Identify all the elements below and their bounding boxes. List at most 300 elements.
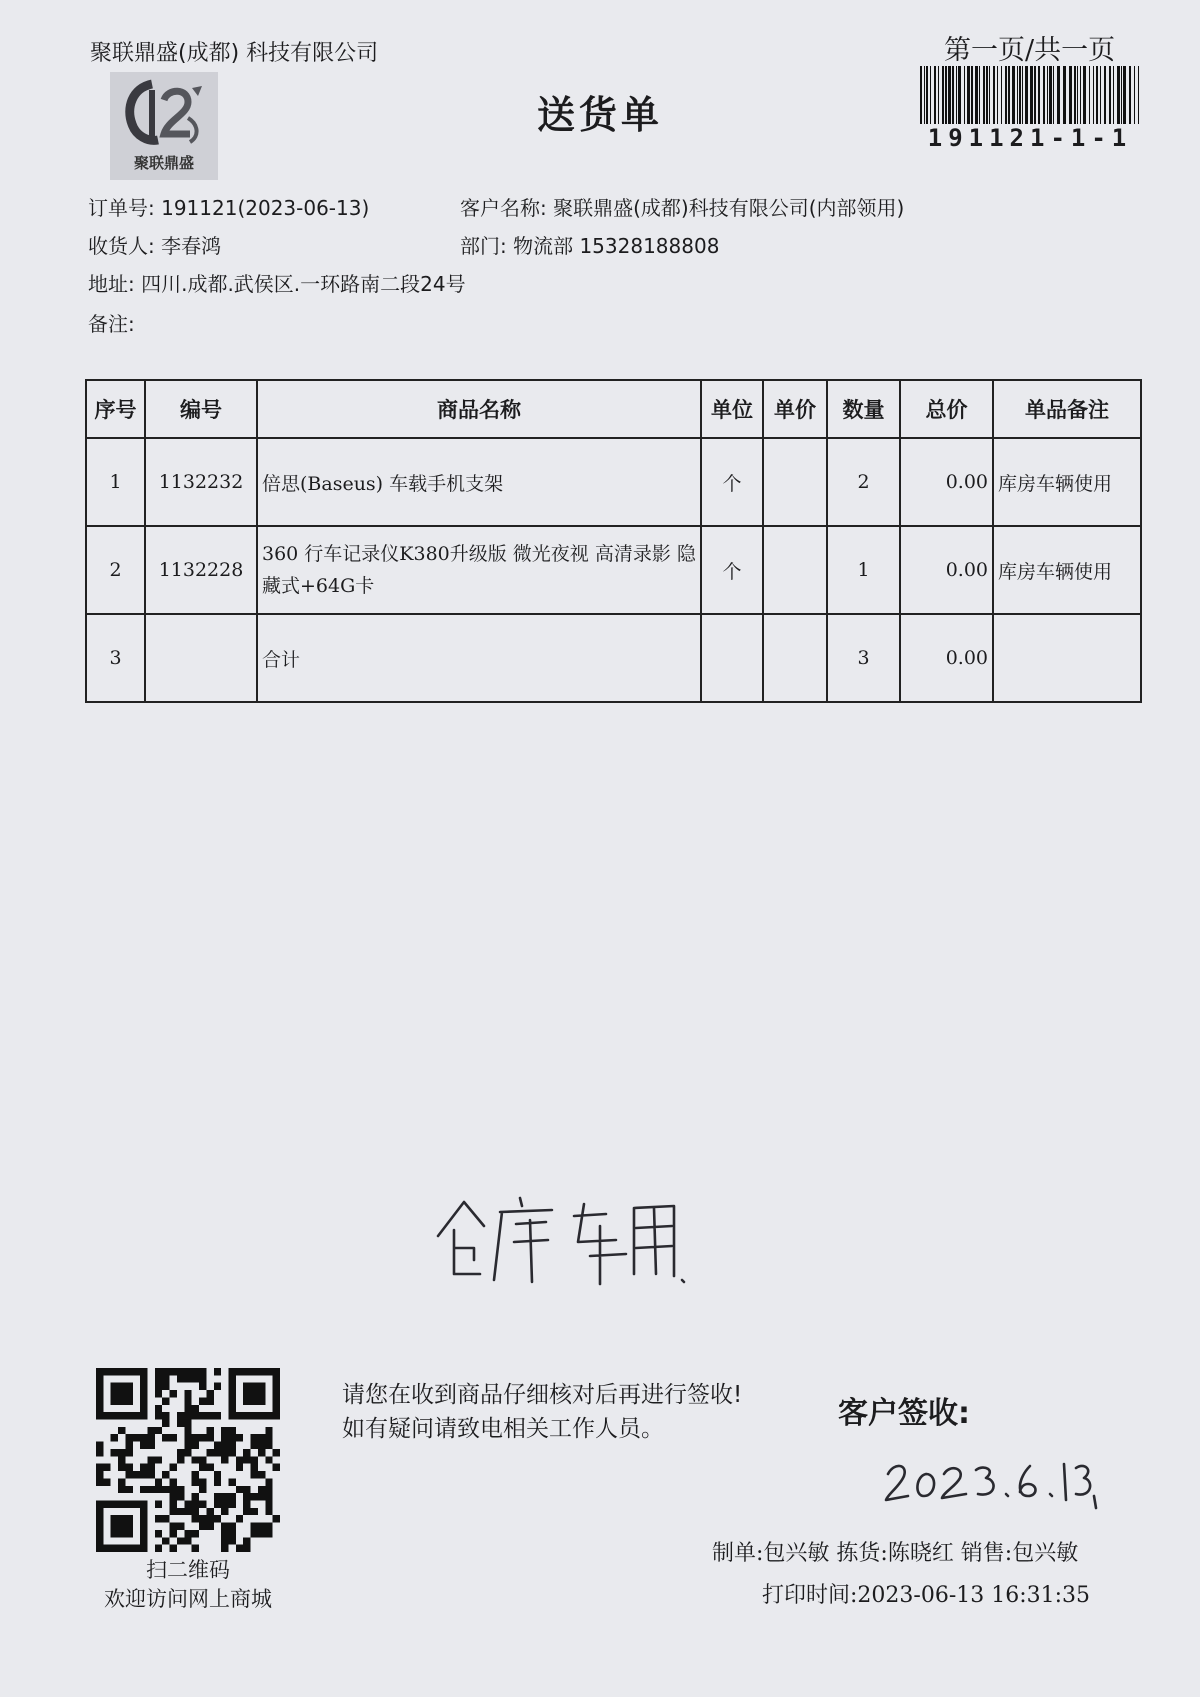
- barcode-bar: [1109, 66, 1111, 124]
- barcode-bar: [1019, 66, 1021, 124]
- qr-module: [103, 1478, 110, 1485]
- cell-code: 1132228: [145, 526, 257, 614]
- qr-module: [214, 1471, 221, 1478]
- qr-module: [192, 1471, 199, 1478]
- barcode-bar: [1043, 66, 1045, 124]
- cell-name: 合计: [257, 614, 701, 702]
- qr-module: [155, 1456, 162, 1463]
- qr-module: [162, 1368, 169, 1375]
- qr-module: [184, 1449, 191, 1456]
- qr-module: [170, 1493, 177, 1500]
- qr-module: [140, 1434, 147, 1441]
- qr-module: [192, 1405, 199, 1412]
- barcode-bar: [979, 66, 980, 124]
- qr-module: [243, 1508, 250, 1515]
- qr-module: [214, 1515, 221, 1522]
- qr-module: [192, 1515, 199, 1522]
- qr-module: [221, 1456, 228, 1463]
- qr-module: [184, 1530, 191, 1537]
- qr-module: [184, 1420, 191, 1427]
- qr-module: [199, 1464, 206, 1471]
- barcode-bar: [1001, 66, 1002, 124]
- qr-module: [265, 1500, 272, 1507]
- qr-module: [184, 1397, 191, 1404]
- qr-module: [221, 1545, 228, 1552]
- qr-module: [96, 1471, 103, 1478]
- qr-module: [243, 1537, 250, 1544]
- handwritten-note: [430, 1190, 690, 1290]
- qr-module: [258, 1471, 265, 1478]
- cell-name: 360 行车记录仪K380升级版 微光夜视 高清录影 隐藏式+64G卡: [257, 526, 701, 614]
- qr-module: [177, 1412, 184, 1419]
- qr-module: [214, 1412, 221, 1419]
- barcode-bar: [1077, 66, 1078, 124]
- qr-module: [148, 1464, 155, 1471]
- qr-module: [148, 1486, 155, 1493]
- qr-module: [221, 1434, 228, 1441]
- qr-module: [111, 1434, 118, 1441]
- qr-module: [170, 1523, 177, 1530]
- qr-module: [221, 1508, 228, 1515]
- qr-module: [118, 1464, 125, 1471]
- company-name: 聚联鼎盛(成都) 科技有限公司: [90, 41, 379, 66]
- qr-module: [118, 1456, 125, 1463]
- qr-module: [199, 1486, 206, 1493]
- department: 部门: 物流部 15328188808: [460, 234, 720, 258]
- barcode-bar: [1005, 66, 1007, 124]
- qr-module: [162, 1375, 169, 1382]
- barcode-bar: [993, 66, 995, 124]
- qr-module: [251, 1493, 258, 1500]
- qr-module: [228, 1537, 235, 1544]
- qr-module: [214, 1493, 221, 1500]
- qr-module: [177, 1508, 184, 1515]
- qr-module: [214, 1478, 221, 1485]
- qr-module: [214, 1449, 221, 1456]
- barcode-bar: [924, 66, 925, 124]
- cell-price: [763, 438, 827, 526]
- table-row-total: [86, 614, 1141, 702]
- qr-module: [199, 1375, 206, 1382]
- qr-module: [170, 1478, 177, 1485]
- qr-module: [228, 1523, 235, 1530]
- qr-module: [192, 1478, 199, 1485]
- qr-module: [199, 1478, 206, 1485]
- barcode-bar: [1008, 66, 1010, 124]
- qr-module: [184, 1375, 191, 1382]
- qr-module: [177, 1486, 184, 1493]
- qr-module: [243, 1486, 250, 1493]
- qr-module: [221, 1530, 228, 1537]
- header-qty: 数量: [827, 380, 900, 438]
- qr-module: [148, 1442, 155, 1449]
- qr-module: [177, 1368, 184, 1375]
- qr-module: [258, 1449, 265, 1456]
- barcode-bar: [942, 66, 944, 124]
- qr-module: [192, 1456, 199, 1463]
- qr-module: [184, 1508, 191, 1515]
- qr-module: [273, 1464, 280, 1471]
- qr-module: [265, 1427, 272, 1434]
- barcode-bar: [1030, 66, 1033, 124]
- customer-name: 客户名称: 聚联鼎盛(成都)科技有限公司(内部领用): [460, 196, 905, 220]
- barcode-bar: [1117, 66, 1120, 124]
- qr-module: [236, 1545, 243, 1552]
- qr-module: [258, 1434, 265, 1441]
- qr-module: [228, 1478, 235, 1485]
- qr-module: [162, 1383, 169, 1390]
- barcode-bar: [1057, 66, 1060, 124]
- qr-module: [177, 1456, 184, 1463]
- barcode-bar: [1123, 66, 1126, 124]
- qr-module: [199, 1412, 206, 1419]
- qr-module: [133, 1434, 140, 1441]
- qr-module: [133, 1471, 140, 1478]
- qr-module: [265, 1442, 272, 1449]
- qr-module: [170, 1500, 177, 1507]
- qr-module: [206, 1464, 213, 1471]
- barcode-bar: [1093, 66, 1094, 124]
- barcode-bar: [1104, 66, 1106, 124]
- barcode-bar: [958, 66, 961, 124]
- barcode-bar: [1134, 66, 1135, 124]
- qr-module: [170, 1486, 177, 1493]
- barcode-icon: [918, 66, 1142, 124]
- qr-module: [184, 1390, 191, 1397]
- qr-module: [251, 1456, 258, 1463]
- qr-module: [125, 1486, 132, 1493]
- qr-module: [140, 1486, 147, 1493]
- qr-module: [251, 1508, 258, 1515]
- qr-module: [221, 1537, 228, 1544]
- qr-caption-line: 扫二维码: [146, 1558, 230, 1582]
- qr-module: [155, 1368, 162, 1375]
- qr-module: [206, 1412, 213, 1419]
- header-seq: 序号: [86, 380, 145, 438]
- qr-module: [140, 1464, 147, 1471]
- barcode-bar: [926, 66, 928, 124]
- qr-module: [155, 1383, 162, 1390]
- qr-module: [118, 1478, 125, 1485]
- barcode-bar: [1074, 66, 1076, 124]
- barcode-bar: [1129, 66, 1131, 124]
- qr-module: [148, 1434, 155, 1441]
- qr-module: [206, 1390, 213, 1397]
- address: 地址: 四川.成都.武侯区.一环路南二段24号: [88, 272, 466, 296]
- qr-module: [236, 1515, 243, 1522]
- qr-module: [221, 1493, 228, 1500]
- barcode-bar: [1022, 66, 1023, 124]
- qr-module: [243, 1500, 250, 1507]
- qr-module: [192, 1368, 199, 1375]
- qr-module: [221, 1523, 228, 1530]
- table-row: [86, 526, 1141, 614]
- qr-module: [221, 1449, 228, 1456]
- qr-module: [265, 1493, 272, 1500]
- barcode-bar: [948, 66, 951, 124]
- barcode-bar: [1113, 66, 1114, 124]
- qr-module: [177, 1537, 184, 1544]
- cell-unit: 个: [701, 526, 763, 614]
- qr-module: [162, 1420, 169, 1427]
- receiver: 收货人: 李春鸿: [88, 234, 222, 258]
- cell-code: 1132232: [145, 438, 257, 526]
- qr-module: [228, 1442, 235, 1449]
- qr-module: [177, 1375, 184, 1382]
- qr-module: [96, 1442, 103, 1449]
- cell-note: 库房车辆使用: [993, 526, 1141, 614]
- qr-module: [199, 1434, 206, 1441]
- qr-module: [162, 1397, 169, 1404]
- qr-module: [273, 1449, 280, 1456]
- qr-module: [170, 1390, 177, 1397]
- qr-module: [155, 1545, 162, 1552]
- qr-module: [103, 1464, 110, 1471]
- qr-module: [228, 1500, 235, 1507]
- qr-module: [258, 1493, 265, 1500]
- qr-module: [258, 1486, 265, 1493]
- qr-module: [265, 1478, 272, 1485]
- barcode-bar: [1034, 66, 1036, 124]
- qr-module: [155, 1412, 162, 1419]
- cell-qty: 1: [827, 526, 900, 614]
- qr-module: [111, 1515, 133, 1537]
- cell-seq: 2: [86, 526, 145, 614]
- qr-caption: [60, 1556, 316, 1614]
- qr-module: [236, 1456, 243, 1463]
- qr-module: [206, 1523, 213, 1530]
- barcode-bar: [952, 66, 954, 124]
- qr-module: [162, 1537, 169, 1544]
- qr-module: [236, 1434, 243, 1441]
- cell-note: [993, 614, 1141, 702]
- qr-module: [214, 1383, 221, 1390]
- customer-sign-label: 客户签收:: [838, 1396, 970, 1431]
- qr-module: [184, 1537, 191, 1544]
- barcode-bar: [1100, 66, 1101, 124]
- qr-module: [155, 1530, 162, 1537]
- qr-module: [192, 1412, 199, 1419]
- qr-module: [221, 1500, 228, 1507]
- qr-module: [258, 1523, 265, 1530]
- barcode-bar: [997, 66, 998, 124]
- qr-module: [199, 1397, 206, 1404]
- barcode-bar: [1089, 66, 1090, 124]
- qr-module: [206, 1397, 213, 1404]
- qr-module: [162, 1434, 169, 1441]
- barcode-bar: [986, 66, 988, 124]
- qr-module: [140, 1442, 147, 1449]
- qr-module: [258, 1442, 265, 1449]
- qr-module: [265, 1456, 272, 1463]
- header-note: 单品备注: [993, 380, 1141, 438]
- qr-module: [184, 1412, 191, 1419]
- barcode-bar: [1069, 66, 1072, 124]
- qr-module: [118, 1486, 125, 1493]
- qr-module: [184, 1427, 191, 1434]
- cell-total: 0.00: [900, 438, 993, 526]
- qr-module: [265, 1434, 272, 1441]
- qr-module: [148, 1456, 155, 1463]
- barcode-bar: [1063, 66, 1066, 124]
- cell-total: 0.00: [900, 614, 993, 702]
- cell-price: [763, 614, 827, 702]
- qr-module: [199, 1368, 206, 1375]
- cell-name: 倍思(Baseus) 车载手机支架: [257, 438, 701, 526]
- qr-code-icon: [96, 1368, 280, 1552]
- qr-module: [184, 1442, 191, 1449]
- page-indicator: 第一页/共一页: [944, 35, 1116, 66]
- barcode-bar: [1017, 66, 1018, 124]
- qr-module: [155, 1375, 162, 1382]
- staff-info: 制单:包兴敏 拣货:陈晓红 销售:包兴敏: [712, 1541, 1079, 1566]
- header-price: 单价: [763, 380, 827, 438]
- qr-module: [192, 1545, 199, 1552]
- cell-code: [145, 614, 257, 702]
- header-code: 编号: [145, 380, 257, 438]
- qr-module: [214, 1442, 221, 1449]
- cell-seq: 3: [86, 614, 145, 702]
- barcode-bar: [1047, 66, 1048, 124]
- cell-qty: 2: [827, 438, 900, 526]
- barcode-bar: [930, 66, 931, 124]
- qr-module: [251, 1523, 258, 1530]
- qr-module: [96, 1449, 103, 1456]
- qr-module: [125, 1464, 132, 1471]
- qr-module: [228, 1449, 235, 1456]
- barcode-bar: [1053, 66, 1054, 124]
- barcode-bar: [1083, 66, 1086, 124]
- qr-module: [192, 1434, 199, 1441]
- print-time: 打印时间:2023-06-13 16:31:35: [762, 1583, 1091, 1608]
- qr-module: [96, 1464, 103, 1471]
- qr-module: [221, 1442, 228, 1449]
- qr-module: [206, 1427, 213, 1434]
- qr-module: [251, 1442, 258, 1449]
- barcode-bar: [975, 66, 978, 124]
- qr-module: [155, 1427, 162, 1434]
- qr-module: [251, 1471, 258, 1478]
- header-unit: 单位: [701, 380, 763, 438]
- qr-module: [184, 1500, 191, 1507]
- qr-module: [192, 1375, 199, 1382]
- qr-module: [192, 1442, 199, 1449]
- qr-module: [148, 1471, 155, 1478]
- barcode-bar: [1096, 66, 1098, 124]
- qr-module: [162, 1486, 169, 1493]
- cell-seq: 1: [86, 438, 145, 526]
- qr-module: [125, 1434, 132, 1441]
- qr-module: [111, 1383, 133, 1405]
- qr-module: [243, 1493, 250, 1500]
- qr-module: [118, 1427, 125, 1434]
- barcode-bar: [1012, 66, 1015, 124]
- cell-price: [763, 526, 827, 614]
- barcode-bar: [1038, 66, 1040, 124]
- cell-unit: [701, 614, 763, 702]
- qr-module: [236, 1486, 243, 1493]
- qr-module: [155, 1500, 162, 1507]
- qr-module: [162, 1412, 169, 1419]
- qr-module: [148, 1427, 155, 1434]
- remark: 备注:: [88, 312, 135, 336]
- qr-module: [258, 1530, 265, 1537]
- header-name: 商品名称: [257, 380, 701, 438]
- cell-qty: 3: [827, 614, 900, 702]
- barcode-bar: [1080, 66, 1081, 124]
- header-total: 总价: [900, 380, 993, 438]
- qr-module: [177, 1420, 184, 1427]
- handwritten-date: [880, 1444, 1100, 1514]
- qr-module: [228, 1493, 235, 1500]
- qr-module: [111, 1449, 118, 1456]
- qr-module: [155, 1515, 162, 1522]
- qr-module: [118, 1449, 125, 1456]
- barcode-bar: [1121, 66, 1122, 124]
- qr-module: [184, 1368, 191, 1375]
- qr-module: [206, 1434, 213, 1441]
- qr-module: [177, 1449, 184, 1456]
- barcode-bar: [971, 66, 973, 124]
- order-number: 订单号: 191121(2023-06-13): [88, 196, 370, 220]
- barcode-bar: [1025, 66, 1028, 124]
- qr-module: [155, 1478, 162, 1485]
- barcode-bar: [964, 66, 965, 124]
- qr-module: [155, 1486, 162, 1493]
- qr-module: [243, 1383, 265, 1405]
- barcode-bar: [1138, 66, 1139, 124]
- qr-module: [206, 1515, 213, 1522]
- qr-module: [199, 1456, 206, 1463]
- qr-module: [177, 1523, 184, 1530]
- qr-module: [170, 1434, 177, 1441]
- barcode-bar: [956, 66, 957, 124]
- qr-module: [162, 1515, 169, 1522]
- qr-module: [199, 1500, 206, 1507]
- qr-module: [184, 1405, 191, 1412]
- qr-module: [206, 1449, 213, 1456]
- qr-module: [243, 1449, 250, 1456]
- qr-module: [170, 1464, 177, 1471]
- barcode-bar: [934, 66, 936, 124]
- table-row: [86, 438, 1141, 526]
- qr-module: [170, 1545, 177, 1552]
- barcode-bar: [1049, 66, 1052, 124]
- document-title: 送货单: [536, 93, 663, 137]
- qr-module: [96, 1478, 103, 1485]
- qr-module: [155, 1390, 162, 1397]
- qr-module: [170, 1368, 177, 1375]
- qr-module: [192, 1530, 199, 1537]
- qr-module: [265, 1523, 272, 1530]
- qr-module: [170, 1530, 177, 1537]
- barcode-bar: [945, 66, 947, 124]
- qr-module: [192, 1508, 199, 1515]
- qr-module: [251, 1464, 258, 1471]
- qr-module: [125, 1442, 132, 1449]
- sign-notice: 请您在收到商品仔细核对后再进行签收!如有疑问请致电相关工作人员。: [342, 1382, 743, 1442]
- qr-module: [192, 1500, 199, 1507]
- qr-module: [184, 1434, 191, 1441]
- qr-module: [265, 1530, 272, 1537]
- qr-module: [214, 1500, 221, 1507]
- qr-module: [228, 1530, 235, 1537]
- qr-module: [199, 1383, 206, 1390]
- qr-module: [162, 1471, 169, 1478]
- qr-module: [192, 1493, 199, 1500]
- qr-module: [265, 1486, 272, 1493]
- qr-module: [251, 1530, 258, 1537]
